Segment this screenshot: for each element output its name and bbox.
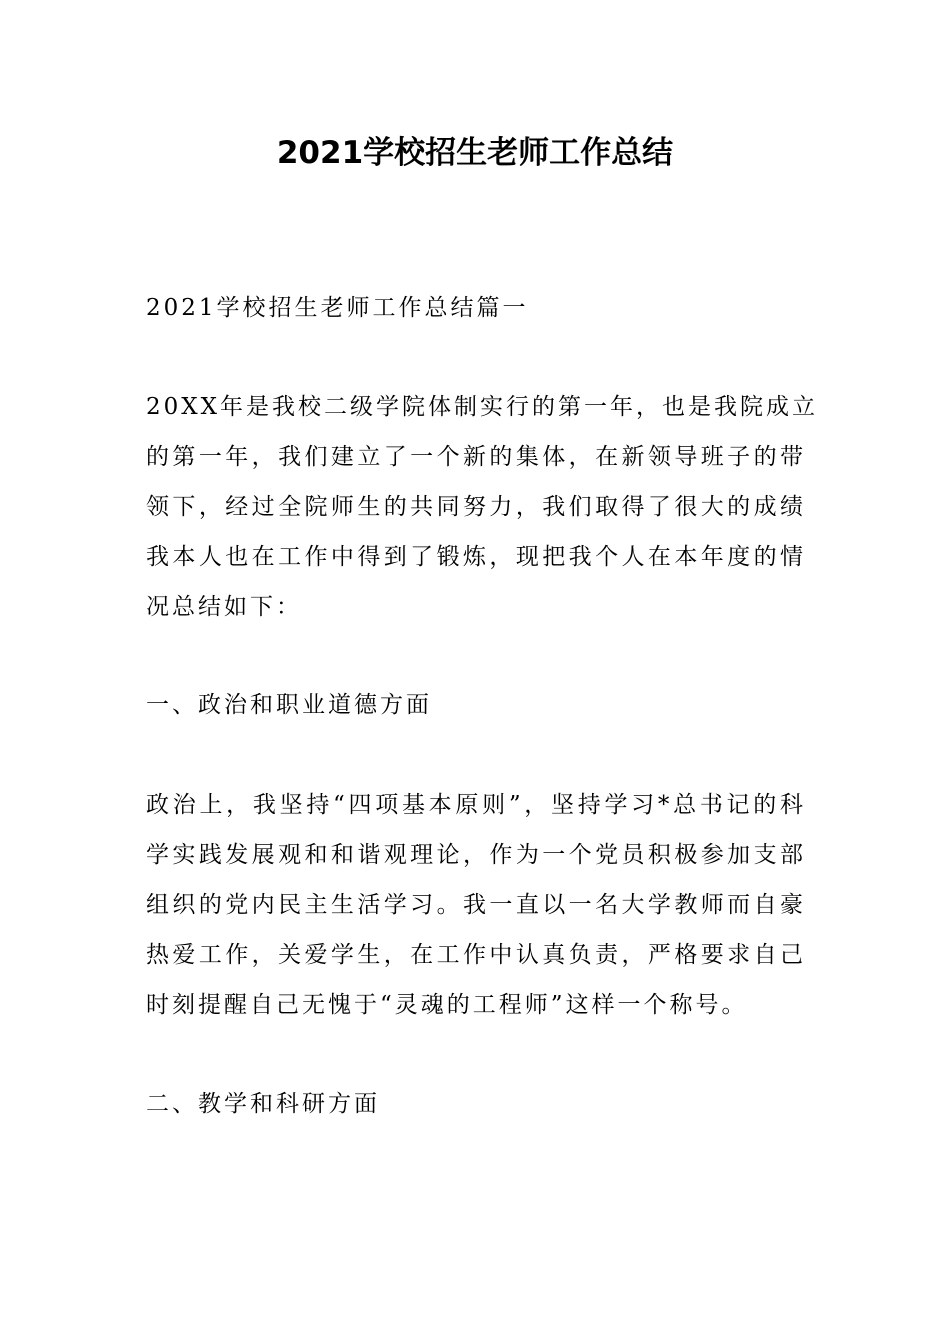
paragraph-line: 况总结如下：: [146, 594, 302, 620]
paragraph-line: 学实践发展观和和谐观理论，作为一个党员积极参加支部: [146, 842, 806, 868]
paragraph-line: 领下，经过全院师生的共同努力，我们取得了很大的成绩: [146, 494, 806, 520]
section-heading-line: 二、教学和科研方面: [146, 1091, 380, 1117]
paragraph-line: 的第一年，我们建立了一个新的集体，在新领导班子的带: [146, 444, 806, 470]
paragraph-intro: [146, 382, 819, 632]
section-heading-politics: [146, 680, 806, 730]
section-heading-teaching: [146, 1079, 806, 1129]
paragraph-line: 20XX年是我校二级学院体制实行的第一年，也是我院成立: [146, 394, 819, 420]
paragraph-line: 我本人也在工作中得到了锻炼，现把我个人在本年度的情: [146, 544, 806, 570]
subtitle-line: 2021学校招生老师工作总结篇一: [146, 295, 529, 321]
section-heading-line: 一、政治和职业道德方面: [146, 692, 432, 718]
paragraph-line: 热爱工作，关爱学生，在工作中认真负责，严格要求自己: [146, 942, 806, 968]
document-title: 2021学校招生老师工作总结: [276, 135, 674, 171]
paragraph-politics: [146, 780, 806, 1030]
paragraph-line: 时刻提醒自己无愧于“灵魂的工程师”这样一个称号。: [146, 992, 748, 1018]
paragraph-line: 政治上，我坚持“四项基本原则”，坚持学习*总书记的科: [146, 792, 806, 818]
paragraph-line: 组织的党内民主生活学习。我一直以一名大学教师而自豪: [146, 892, 806, 918]
document-subtitle: [146, 283, 806, 333]
